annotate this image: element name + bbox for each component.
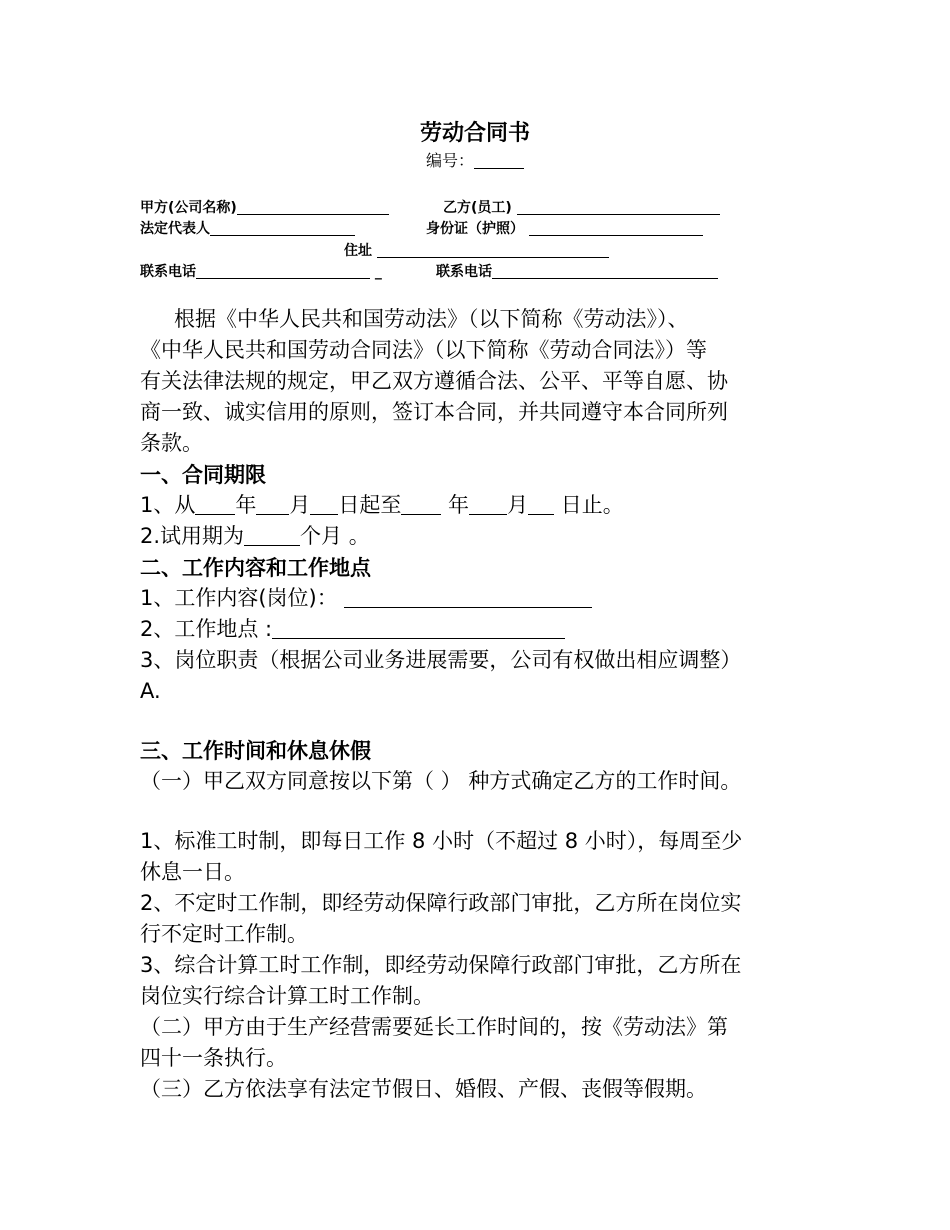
legal-representative [140, 218, 355, 238]
end-day-blank[interactable] [528, 493, 554, 515]
section-3-heading: 三、工作时间和休息休假 [140, 739, 371, 763]
party-a-phone [140, 261, 382, 281]
party-a-name-blank[interactable] [237, 200, 389, 215]
probation-item [140, 521, 370, 552]
address-label: 住址 [344, 243, 372, 259]
id-number [426, 218, 703, 238]
flexible-hours-line-1: 2、不定时工作制，即经劳动保障行政部门审批，乙方所在岗位实 [140, 891, 742, 915]
party-b-phone-label: 联系电话 [436, 264, 492, 280]
term-end-month-label: 月 [507, 493, 529, 517]
id-number-blank[interactable] [529, 221, 703, 236]
legal-representative-label: 法定代表人 [140, 221, 210, 237]
probation-months-blank[interactable] [244, 524, 300, 546]
contract-number-label: 编号： [425, 151, 474, 170]
job-duties-item: 3、岗位职责（根据公司业务进展需要，公司有权做出相应调整） [140, 648, 742, 672]
term-end-year-label: 年 [441, 493, 470, 517]
party-a-name-label: 甲方(公司名称) [140, 200, 237, 216]
probation-unit-label: 个月 。 [300, 524, 370, 548]
party-a-phone-blank[interactable] [196, 264, 370, 279]
legal-representative-blank[interactable] [210, 221, 355, 236]
overtime-clause-line-2: 四十一条执行。 [140, 1046, 287, 1070]
contract-term-item [140, 490, 624, 521]
preamble-line-4: 商一致、诚实信用的原则，签订本合同，并共同遵守本合同所列 [140, 400, 728, 424]
work-location-item [140, 614, 565, 645]
end-month-blank[interactable] [469, 493, 507, 515]
job-content-label: 1、工作内容(岗位)： [140, 586, 338, 610]
standard-hours-line-2: 休息一日。 [140, 860, 245, 884]
document-title: 劳动合同书 [419, 121, 530, 146]
probation-label: 2.试用期为 [140, 524, 245, 548]
start-day-blank[interactable] [310, 493, 338, 515]
term-year-label: 年 [235, 493, 257, 517]
preamble-line-2: 《中华人民共和国劳动合同法》（以下简称《劳动合同法》）等 [140, 338, 707, 362]
standard-hours-line-1: 1、标准工时制，即每日工作 8 小时（不超过 8 小时），每周至少 [140, 829, 743, 853]
party-a-phone-label: 联系电话 [140, 264, 196, 280]
section-2-heading: 二、工作内容和工作地点 [140, 556, 371, 580]
party-b-phone [436, 261, 718, 281]
party-a-name [140, 197, 389, 217]
contract-number-blank[interactable] [474, 152, 524, 169]
job-content-item [140, 583, 592, 614]
job-duties-a: A. [140, 679, 161, 703]
term-month-label: 月 [289, 493, 311, 517]
party-b-name-blank[interactable] [517, 200, 720, 215]
party-b-name [443, 197, 720, 217]
term-end-day-label: 日止。 [554, 493, 624, 517]
term-from-label: 1、从 [140, 493, 196, 517]
work-location-blank[interactable] [272, 617, 565, 639]
party-b-name-label: 乙方(员工) [443, 200, 512, 216]
term-until-label: 日起至 [338, 493, 402, 517]
overtime-clause-line-1: （二）甲方由于生产经营需要延长工作时间的，按《劳动法》第 [140, 1015, 728, 1039]
party-b-phone-blank[interactable] [492, 264, 718, 279]
comprehensive-hours-line-2: 岗位实行综合计算工时工作制。 [140, 984, 434, 1008]
preamble-line-3: 有关法律法规的规定，甲乙双方遵循合法、公平、平等自愿、协 [140, 369, 728, 393]
work-time-option-clause: （一）甲乙双方同意按以下第（ ） 种方式确定乙方的工作时间。 [140, 769, 742, 793]
start-year-blank[interactable] [195, 493, 235, 515]
end-year-blank[interactable] [401, 493, 441, 515]
id-number-label: 身份证（护照） [426, 221, 524, 237]
job-content-blank[interactable] [344, 586, 592, 608]
preamble-line-1: 根据《中华人民共和国劳动法》（以下简称《劳动法》）、 [174, 307, 689, 331]
start-month-blank[interactable] [256, 493, 289, 515]
section-1-heading: 一、合同期限 [140, 463, 266, 487]
contract-number [0, 148, 950, 171]
comprehensive-hours-line-1: 3、综合计算工时工作制，即经劳动保障行政部门审批，乙方所在 [140, 953, 742, 977]
address [344, 240, 609, 260]
party-a-phone-mark: _ [374, 264, 382, 280]
preamble-line-5: 条款。 [140, 431, 203, 455]
flexible-hours-line-2: 行不定时工作制。 [140, 922, 308, 946]
address-blank[interactable] [377, 243, 609, 258]
work-location-label: 2、工作地点 : [140, 617, 273, 641]
holiday-clause: （三）乙方依法享有法定节假日、婚假、产假、丧假等假期。 [140, 1077, 707, 1101]
